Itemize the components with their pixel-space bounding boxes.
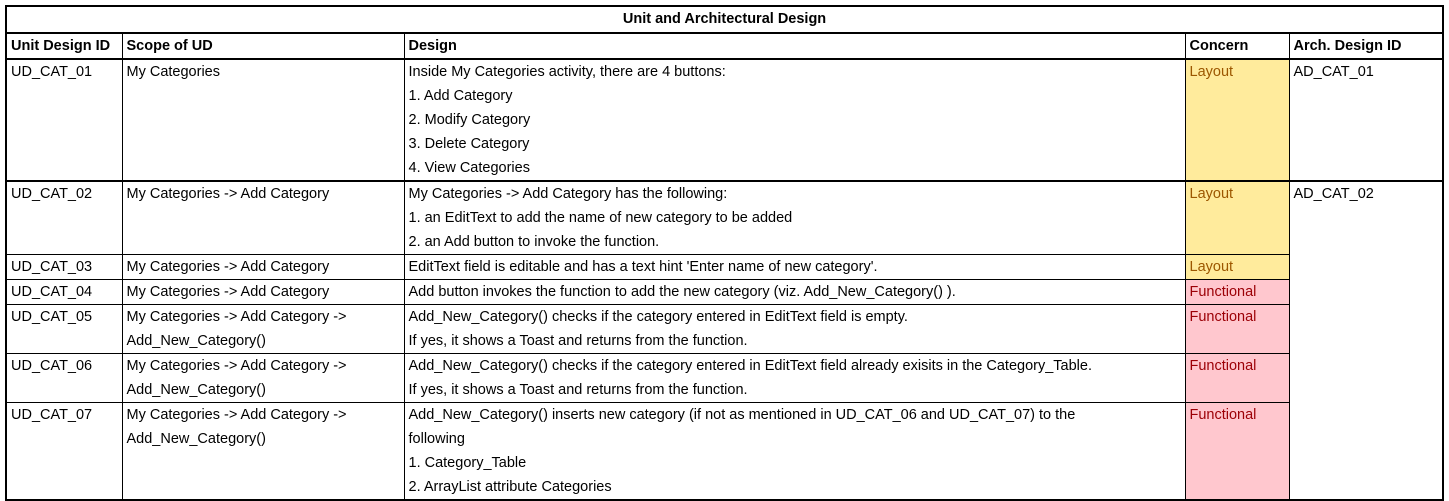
concern-cell[interactable]: Layout <box>1185 255 1289 280</box>
design-cell[interactable] <box>404 59 1185 181</box>
header-design[interactable]: Design <box>404 33 1185 59</box>
design-line: EditText field is editable and has a text hint 'Enter name of new category'. <box>408 259 878 275</box>
design-cell[interactable] <box>404 181 1185 255</box>
design-line: 2. Modify Category <box>408 112 531 128</box>
unit-design-id-cell[interactable]: UD_CAT_04 <box>6 280 122 305</box>
scope-line: My Categories -> Add Category -> <box>126 358 347 374</box>
table-row <box>6 403 1443 501</box>
scope-line: Add_New_Category() <box>126 333 266 349</box>
header-concern[interactable]: Concern <box>1185 33 1289 59</box>
unit-design-id-cell[interactable]: UD_CAT_07 <box>6 403 122 501</box>
table-title: Unit and Architectural Design <box>6 6 1443 33</box>
concern-cell[interactable]: Functional <box>1185 280 1289 305</box>
scope-line: My Categories -> Add Category <box>126 186 330 202</box>
concern-cell[interactable]: Functional <box>1185 305 1289 354</box>
table-row <box>6 305 1443 354</box>
unit-architectural-design-table <box>5 5 1444 501</box>
concern-cell[interactable]: Layout <box>1185 59 1289 181</box>
unit-design-id-cell[interactable]: UD_CAT_03 <box>6 255 122 280</box>
scope-line: My Categories <box>126 64 220 80</box>
table-row <box>6 255 1443 280</box>
design-line: Add button invokes the function to add the new category (viz. Add_New_Category() ). <box>408 284 956 300</box>
design-line: Inside My Categories activity, there are 4 buttons: <box>408 64 726 80</box>
design-line: 1. an EditText to add the name of new category to be added <box>408 210 793 226</box>
concern-cell[interactable]: Functional <box>1185 354 1289 403</box>
scope-line: My Categories -> Add Category <box>126 284 330 300</box>
unit-design-id-cell[interactable]: UD_CAT_01 <box>6 59 122 181</box>
design-line: 1. Category_Table <box>408 455 527 471</box>
scope-line: Add_New_Category() <box>126 382 266 398</box>
design-line: 2. an Add button to invoke the function. <box>408 234 660 250</box>
design-line: Add_New_Category() inserts new category (if not as mentioned in UD_CAT_06 and UD_CAT_07) to the <box>408 407 1076 423</box>
unit-design-id-cell[interactable]: UD_CAT_02 <box>6 181 122 255</box>
design-cell[interactable] <box>404 305 1185 354</box>
header-unit-design-id[interactable]: Unit Design ID <box>6 33 122 59</box>
header-arch-design-id[interactable]: Arch. Design ID <box>1289 33 1443 59</box>
scope-cell[interactable] <box>122 181 404 255</box>
design-cell[interactable] <box>404 354 1185 403</box>
design-cell[interactable] <box>404 255 1185 280</box>
scope-cell[interactable] <box>122 59 404 181</box>
scope-cell[interactable] <box>122 305 404 354</box>
design-line: 3. Delete Category <box>408 136 530 152</box>
design-line: 2. ArrayList attribute Categories <box>408 479 612 495</box>
scope-line: My Categories -> Add Category <box>126 259 330 275</box>
scope-line: Add_New_Category() <box>126 431 266 447</box>
design-line: following <box>408 431 465 447</box>
design-line: 1. Add Category <box>408 88 513 104</box>
scope-cell[interactable] <box>122 255 404 280</box>
design-line: If yes, it shows a Toast and returns from the function. <box>408 382 748 398</box>
design-cell[interactable] <box>404 403 1185 501</box>
table-row <box>6 181 1443 255</box>
concern-cell[interactable]: Functional <box>1185 403 1289 501</box>
arch-design-id-cell[interactable]: AD_CAT_02 <box>1289 181 1443 500</box>
scope-cell[interactable] <box>122 403 404 501</box>
design-line: My Categories -> Add Category has the following: <box>408 186 728 202</box>
scope-cell[interactable] <box>122 354 404 403</box>
scope-line: My Categories -> Add Category -> <box>126 407 347 423</box>
header-scope[interactable]: Scope of UD <box>122 33 404 59</box>
design-line: If yes, it shows a Toast and returns from the function. <box>408 333 748 349</box>
arch-design-id-cell[interactable]: AD_CAT_01 <box>1289 59 1443 181</box>
design-line: Add_New_Category() checks if the category entered in EditText field already exisits in the Category_Table. <box>408 358 1092 374</box>
design-line: 4. View Categories <box>408 160 530 176</box>
design-cell[interactable] <box>404 280 1185 305</box>
unit-design-id-cell[interactable]: UD_CAT_05 <box>6 305 122 354</box>
scope-line: My Categories -> Add Category -> <box>126 309 347 325</box>
scope-cell[interactable] <box>122 280 404 305</box>
design-line: Add_New_Category() checks if the category entered in EditText field is empty. <box>408 309 908 325</box>
concern-cell[interactable]: Layout <box>1185 181 1289 255</box>
table-row <box>6 354 1443 403</box>
table-row <box>6 280 1443 305</box>
unit-design-id-cell[interactable]: UD_CAT_06 <box>6 354 122 403</box>
table-row <box>6 59 1443 181</box>
